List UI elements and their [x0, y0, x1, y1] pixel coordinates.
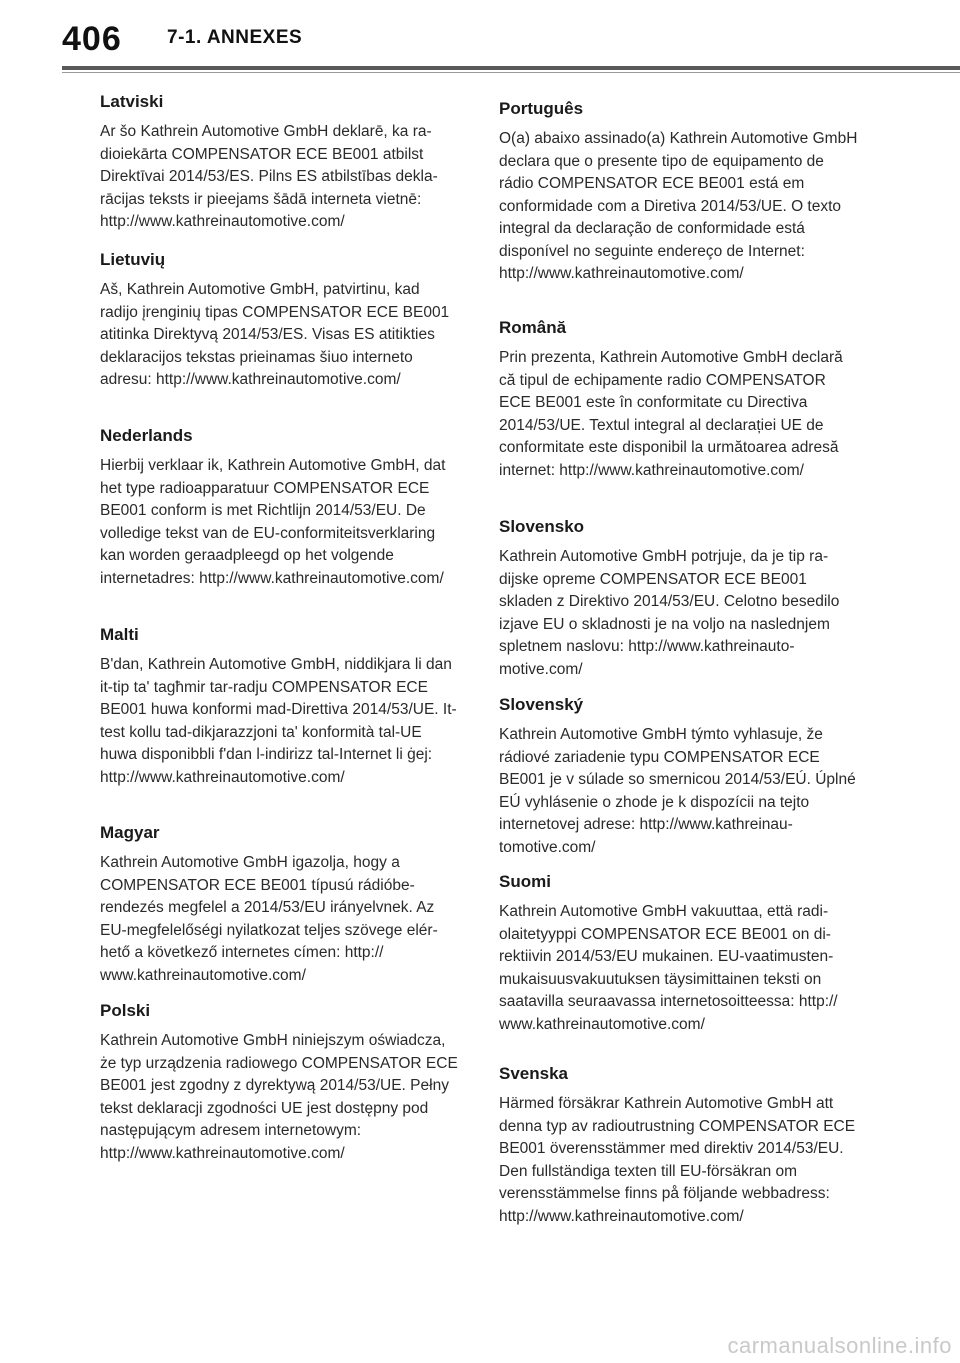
watermark-text: carmanualsonline.info	[727, 1333, 952, 1358]
declaration-text: Kathrein Automotive GmbH niniejszym oświadcza, że typ urządzenia radiowego COMPENSATOR ECE BE001 jest zgodny z dyrektywą 2014/53/UE. Pełny tekst deklaracji zgodności UE jest dostępny pod następującym adresem internetowym: http://www.kathreinautomotive.com/	[100, 1032, 458, 1162]
declaration-text: Ar šo Kathrein Automotive GmbH deklarē, ka radioiekārta COMPENSATOR ECE BE001 atbilst Direktīvai 2014/53/ES. Pilns ES atbilstības deklarācijas teksts ir pieejams šādā interneta vietnē: http://www.kathreinautomotive.com/	[100, 123, 438, 230]
declaration-text: B'dan, Kathrein Automotive GmbH, niddikjara li dan it-tip ta' tagħmir tar-radju COMPENSATOR ECE BE001 huwa konformi mad-Direttiva 2014/53/UE. It-test kollu tad-dikjarazzjoni ta' konformità tal-UE huwa disponibbli f'dan l-indirizz tal-Internet li ġej: http://www.kathreinautomotive.com/	[100, 656, 457, 786]
language-heading: Suomi	[499, 872, 551, 891]
language-heading: Lietuvių	[100, 250, 166, 269]
declaration-text: Kathrein Automotive GmbH vakuuttaa, että radiolaitetyyppi COMPENSATOR ECE BE001 on direktiivin 2014/53/EU mukainen. EU-vaatimustenmukaisuusvakuutuksen täysimittainen teksti on saatavilla seuraavassa internetosoitteessa: http:// www.kathreinautomotive.com/	[499, 903, 838, 1033]
section-title: 7-1. ANNEXES	[167, 27, 303, 48]
declaration-slovensky	[499, 694, 859, 859]
language-heading: Português	[499, 99, 584, 118]
declaration-slovensko	[499, 516, 859, 681]
language-heading: Slovenský	[499, 695, 584, 714]
declaration-text: Kathrein Automotive GmbH igazolja, hogy a COMPENSATOR ECE BE001 típusú rádióberendezés megfelel a 2014/53/EU irányelvnek. Az EU-megfelelőségi nyilatkozat teljes szövege elérhető a következő internetes címen: http:// www.kathreinautomotive.com/	[100, 854, 438, 984]
language-heading: Latviski	[100, 92, 164, 111]
header-rule-thin	[62, 72, 960, 73]
declaration-text: Prin prezenta, Kathrein Automotive GmbH declară că tipul de echipamente radio COMPENSATOR ECE BE001 este în conformitate cu Directiva 2014/53/UE. Textul integral al declarației UE de conformitate este disponibil la următoarea adresă internet: http://www.kathreinautomotive.com/	[499, 349, 843, 479]
declaration-text: Härmed försäkrar Kathrein Automotive GmbH att denna typ av radioutrustning COMPENSATOR ECE BE001 överensstämmer med direktiv 2014/53/EU. Den fullständiga texten till EU-försäkran om verensstämmelse finns på följande webbadress: http://www.kathreinautomotive.com/	[499, 1095, 856, 1225]
declaration-magyar	[100, 822, 460, 987]
declaration-romana	[499, 317, 859, 482]
declaration-lietuviu	[100, 249, 460, 392]
declaration-nederlands	[100, 425, 460, 590]
declaration-text: Kathrein Automotive GmbH potrjuje, da je tip radijske opreme COMPENSATOR ECE BE001 skladen z Direktivo 2014/53/EU. Celotno besedilo izjave EU o skladnosti je na voljo na naslednjem spletnem naslovu: http://www.kathreinautomotive.com/	[499, 548, 840, 678]
declaration-text: Kathrein Automotive GmbH týmto vyhlasuje, že rádiové zariadenie typu COMPENSATOR ECE BE001 je v súlade so smernicou 2014/53/EÚ. Úplné EÚ vyhlásenie o zhode je k dispozícii na tejto internetovej adrese: http://www.kathreinautomotive.com/	[499, 726, 856, 856]
declaration-polski	[100, 1000, 460, 1165]
language-heading: Svenska	[499, 1064, 568, 1083]
declaration-text: Aš, Kathrein Automotive GmbH, patvirtinu, kad radijo įrenginių tipas COMPENSATOR ECE BE001 atitinka Direktyvą 2014/53/ES. Visas ES atitikties deklaracijos tekstas prieinamas šiuo interneto adresu: http://www.kathreinautomotive.com/	[100, 281, 450, 388]
language-heading: Română	[499, 318, 567, 337]
language-heading: Magyar	[100, 823, 160, 842]
declaration-text: O(a) abaixo assinado(a) Kathrein Automotive GmbH declara que o presente tipo de equipamento de rádio COMPENSATOR ECE BE001 está em conformidade com a Diretiva 2014/53/UE. O texto integral da declaração de conformidade está disponível no seguinte endereço de Internet: http://www.kathreinautomotive.com/	[499, 130, 858, 282]
declaration-portugues	[499, 98, 859, 286]
declaration-malti	[100, 624, 460, 789]
header-rule	[62, 66, 960, 70]
declaration-text: Hierbij verklaar ik, Kathrein Automotive GmbH, dat het type radioapparatuur COMPENSATOR ECE BE001 conform is met Richtlijn 2014/53/EU. De volledige tekst van de EU-conformiteitsverklaring kan worden geraadpleegd op het volgende internetadres: http://www.kathreinautomotive.com/	[100, 457, 446, 587]
declaration-suomi	[499, 871, 859, 1036]
declaration-latviski	[100, 91, 460, 234]
language-heading: Nederlands	[100, 426, 193, 445]
language-heading: Slovensko	[499, 517, 585, 536]
language-heading: Polski	[100, 1001, 151, 1020]
declaration-svenska	[499, 1063, 859, 1228]
page-number: 406	[62, 20, 122, 58]
page-header	[0, 0, 960, 90]
language-heading: Malti	[100, 625, 139, 644]
